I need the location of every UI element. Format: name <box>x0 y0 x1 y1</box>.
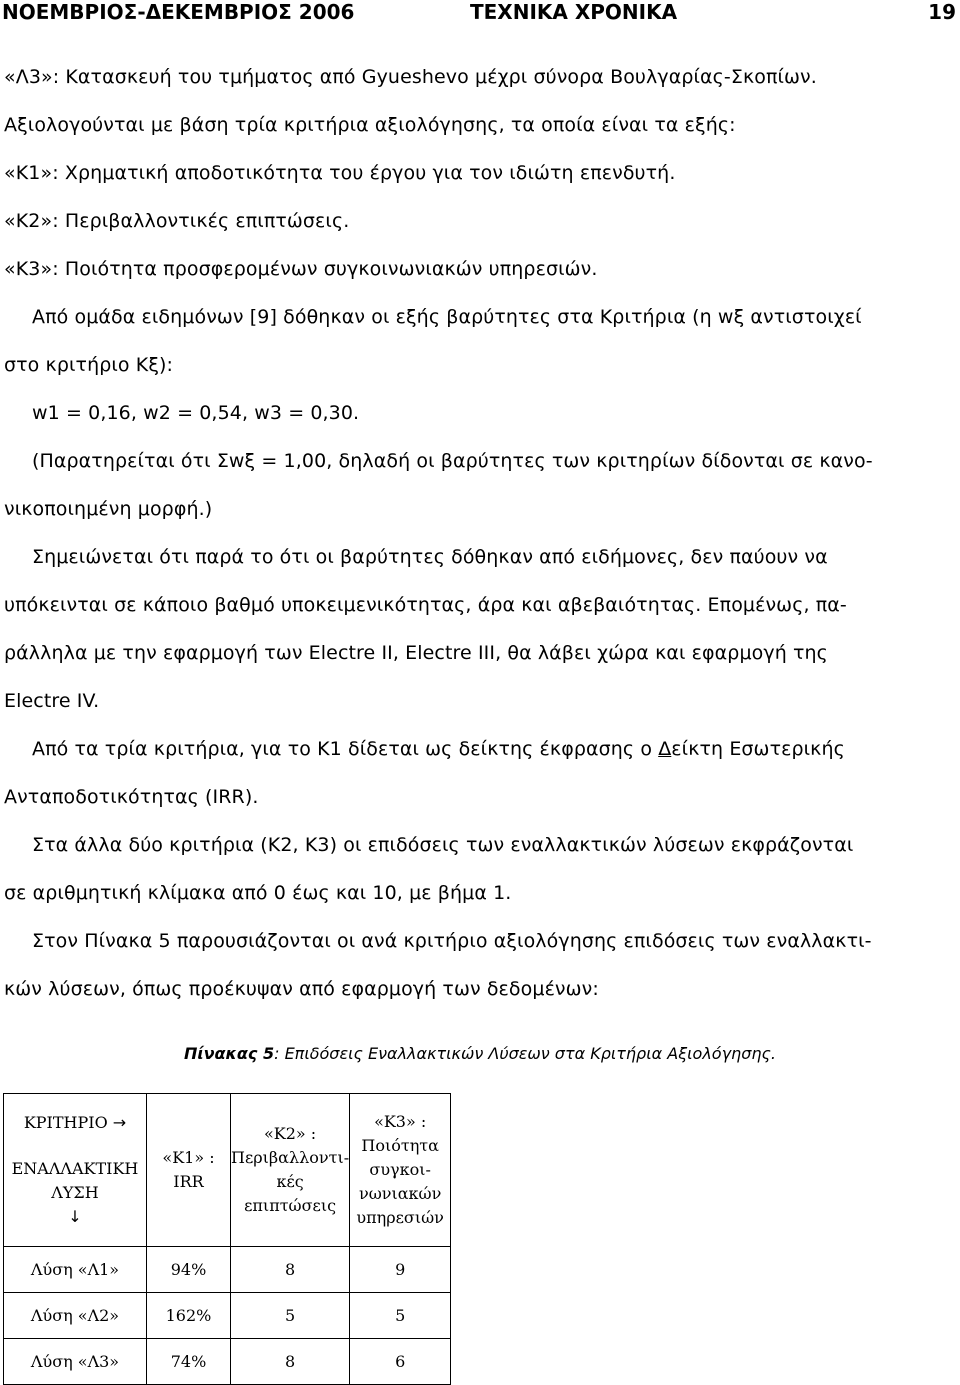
k3-header-cell <box>350 1094 451 1247</box>
page-number: 19 <box>928 0 956 24</box>
table-caption-text: : Επιδόσεις Εναλλακτικών Λύσεων στα Κριτήρια Αξιολόγησης. <box>274 1044 776 1063</box>
text-line: «Κ2»: Περιβαλλοντικές επιπτώσεις. <box>4 210 350 232</box>
k3-value-cell: 9 <box>350 1247 451 1293</box>
solution-name-cell: Λύση «Λ1» <box>4 1247 147 1293</box>
text-line: «Κ3»: Ποιότητα προσφερομένων συγκοινωνιακών υπηρεσιών. <box>4 258 598 280</box>
k1-header-cell <box>147 1094 231 1247</box>
text-line: Αξιολογούνται με βάση τρία κριτήρια αξιολόγησης, τα οποία είναι τα εξής: <box>4 114 736 136</box>
header-text: Περιβαλλοντι- <box>231 1148 350 1167</box>
header-text: «Κ1» : <box>162 1148 215 1167</box>
k2-header-cell <box>231 1094 350 1247</box>
journal-title: ΤΕΧΝΙΚΑ ΧΡΟΝΙΚΑ <box>470 0 678 24</box>
text-line: «Λ3»: Κατασκευή του τμήματος από Gyueshevo μέχρι σύνορα Βουλγαρίας-Σκοπίων. <box>4 66 817 88</box>
text-line: Electre IV. <box>4 690 100 712</box>
criterion-label: ΚΡΙΤΗΡΙΟ <box>23 1113 108 1132</box>
text-line: w1 = 0,16, w2 = 0,54, w3 = 0,30. <box>32 402 360 424</box>
text-line: Στον Πίνακα 5 παρουσιάζονται οι ανά κριτήριο αξιολόγησης επιδόσεις των εναλλακτι- <box>32 930 872 952</box>
k3-value-cell: 5 <box>350 1293 451 1339</box>
table-row <box>4 1293 451 1339</box>
table-caption <box>0 1044 960 1063</box>
page-header <box>0 0 960 24</box>
k3-value-cell: 6 <box>350 1339 451 1385</box>
text-line: Από ομάδα ειδημόνων [9] δόθηκαν οι εξής βαρύτητες στα Κριτήρια (η wξ αντιστοιχεί <box>32 306 862 328</box>
text-line: στο κριτήριο Κξ): <box>4 354 174 376</box>
alternative-heading: ΕΝΑΛΛΑΚΤΙΚΗ <box>11 1159 139 1178</box>
text-line: σε αριθμητική κλίμακα από 0 έως και 10, με βήμα 1. <box>4 882 512 904</box>
underlined-letter: Δ <box>658 738 672 760</box>
k2-value-cell: 8 <box>231 1339 350 1385</box>
text-line: (Παρατηρείται ότι Σwξ = 1,00, δηλαδή οι βαρύτητες των κριτηρίων δίδονται σε κανο- <box>32 450 873 472</box>
issue-date: ΝΟΕΜΒΡΙΟΣ-ΔΕΚΕΜΒΡΙΟΣ 2006 <box>2 0 355 24</box>
text-line: Ανταποδοτικότητας (IRR). <box>4 786 259 808</box>
criterion-heading <box>4 1111 146 1135</box>
header-text: υπηρεσιών <box>356 1208 444 1227</box>
header-text: «Κ3» : <box>374 1112 427 1131</box>
table-caption-label: Πίνακας 5 <box>184 1044 275 1063</box>
header-text: νωνιακών <box>358 1184 442 1203</box>
text-line: Στα άλλα δύο κριτήρια (Κ2, Κ3) οι επιδόσεις των εναλλακτικών λύσεων εκφράζονται <box>32 834 854 856</box>
performance-table <box>3 1093 451 1385</box>
down-arrow-icon: ↓ <box>68 1207 82 1226</box>
k1-value-cell: 94% <box>147 1247 231 1293</box>
text-line: ράλληλα με την εφαρμογή των Electre II, Electre III, θα λάβει χώρα και εφαρμογή της <box>4 642 828 664</box>
text-line <box>32 738 845 760</box>
text-line: κών λύσεων, όπως προέκυψαν από εφαρμογή των δεδομένων: <box>4 978 599 1000</box>
header-text: συγκοι- <box>369 1160 431 1179</box>
right-arrow-icon: → <box>112 1113 127 1132</box>
header-text: «Κ2» : <box>263 1124 317 1143</box>
table-row <box>4 1247 451 1293</box>
text-fragment: Από τα τρία κριτήρια, για το Κ1 δίδεται ως δείκτης έκφρασης ο <box>32 738 659 760</box>
solution-name-cell: Λύση «Λ3» <box>4 1339 147 1385</box>
k2-value-cell: 5 <box>231 1293 350 1339</box>
corner-header-cell <box>4 1094 147 1247</box>
k1-value-cell: 162% <box>147 1293 231 1339</box>
text-line: Σημειώνεται ότι παρά το ότι οι βαρύτητες δόθηκαν από ειδήμονες, δεν παύουν να <box>32 546 828 568</box>
header-text: Ποιότητα <box>361 1136 439 1155</box>
text-line: νικοποιημένη μορφή.) <box>4 498 213 520</box>
table-header-row <box>4 1094 451 1247</box>
solution-heading: ΛΥΣΗ <box>51 1183 99 1202</box>
text-line: «Κ1»: Χρηματική αποδοτικότητα του έργου για τον ιδιώτη επενδυτή. <box>4 162 676 184</box>
header-text: κές επιπτώσεις <box>244 1172 337 1215</box>
k2-value-cell: 8 <box>231 1247 350 1293</box>
text-line: υπόκεινται σε κάποιο βαθμό υποκειμενικότητας, άρα και αβεβαιότητας. Επομένως, πα- <box>4 594 847 616</box>
header-text: IRR <box>173 1172 204 1191</box>
solution-name-cell: Λύση «Λ2» <box>4 1293 147 1339</box>
text-fragment: είκτη Εσωτερικής <box>671 738 845 760</box>
k1-value-cell: 74% <box>147 1339 231 1385</box>
table-row <box>4 1339 451 1385</box>
